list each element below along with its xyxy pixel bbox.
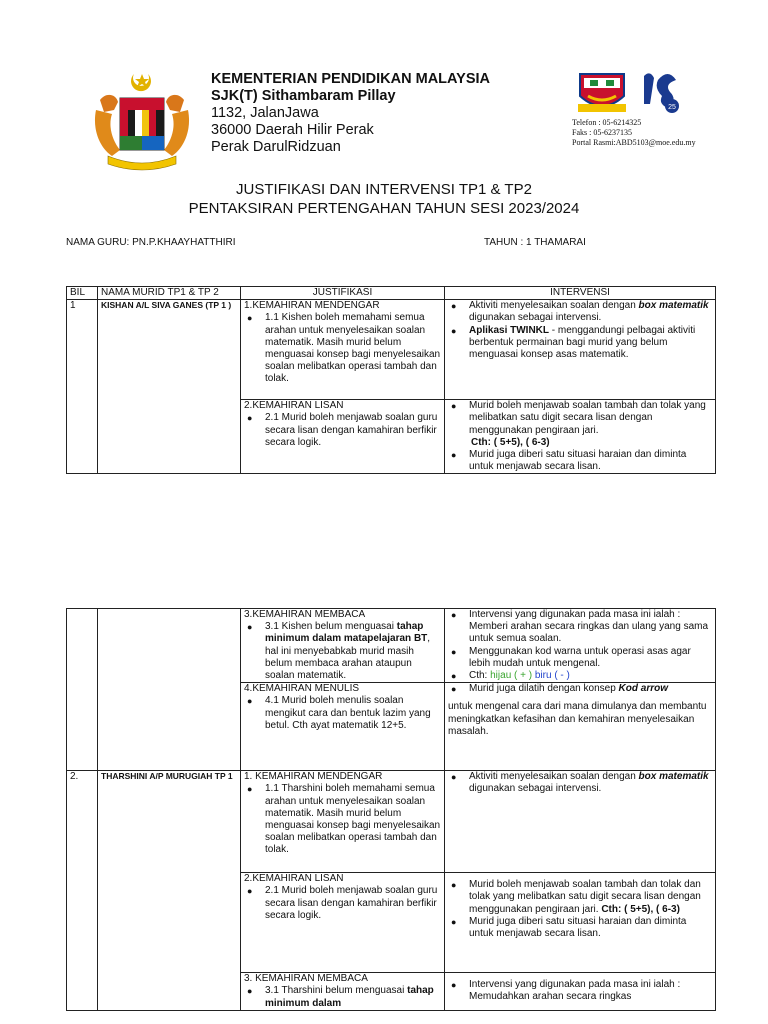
justifikasi-cell [241, 300, 445, 400]
skill-title: 2.KEMAHIRAN LISAN [244, 873, 344, 885]
list-item: ● 3.1 Tharshini belum menguasai tahap minimum dalam [244, 985, 441, 1009]
portal: Portal Rasmi:ABD5103@moe.edu.my [572, 138, 696, 147]
justifikasi-cell [241, 973, 445, 1011]
intervensi-cell [445, 973, 716, 1011]
intervensi-cell [445, 609, 716, 683]
ministry-name: KEMENTERIAN PENDIDIKAN MALAYSIA [211, 71, 491, 87]
list-item: ● Aktiviti menyelesaikan soalan dengan box matematik digunakan sebagai intervensi. [448, 771, 712, 795]
list-item: ● Murid juga diberi satu situasi haraian dan diminta untuk menjawab secara lisan. [448, 916, 712, 940]
list-item: ● 2.1 Murid boleh menjawab soalan guru secara lisan dengan kamahiran berfikir secara logik. [244, 412, 441, 449]
list-item: ● Intervensi yang digunakan pada masa ini ialah : Memudahkan arahan secara ringkas [448, 979, 712, 1003]
fax: Faks : 05-6237135 [572, 128, 632, 137]
list-item: ● Aktiviti menyelesaikan soalan dengan box matematik digunakan sebagai intervensi. [448, 300, 712, 324]
school-name: SJK(T) Sithambaram Pillay [211, 88, 396, 104]
title-line-2: PENTAKSIRAN PERTENGAHAN TAHUN SESI 2023/2024 [188, 200, 580, 217]
address-line-1: 1132, JalanJawa [211, 105, 319, 121]
skill-title: 1. KEMAHIRAN MENDENGAR [244, 771, 383, 783]
list-item: ● 1.1 Tharshini boleh memahami semua arahan untuk menyelesaikan soalan matematik. Masih murid belum menguasai konsep bagi menyelesaikan soalan melibatkan operasi tambah dan tolak. [244, 783, 441, 856]
skill-title: 2.KEMAHIRAN LISAN [244, 400, 344, 412]
school-logo [576, 70, 628, 116]
school-header [211, 71, 490, 156]
list-item: ● Murid boleh menjawab soalan tambah dan tolak yang melibatkan satu digit secara lisan dengan menggunakan pengiraan jari. Cth: ( 5+5), ( 6-3) [448, 400, 712, 449]
list-item: ● Menggunakan kod warna untuk operasi asas agar lebih mudah untuk mengenal. [448, 646, 712, 670]
phone: Telefon : 05-6214325 [572, 118, 642, 127]
list-item: ● 1.1 Kishen boleh memahami semua arahan untuk menyelesaikan soalan matematik. Masih murid belum menguasai konsep bagi menyelesaikan soalan melibatkan operasi tambah dan tolak. [244, 312, 441, 385]
table-header-row [67, 287, 716, 300]
justifikasi-cell [241, 771, 445, 873]
list-item: ● Murid boleh menjawab soalan tambah dan tolak dan tolak yang melibatkan satu digit secara lisan dengan menggunakan pengiraan jari. Cth: ( 5+5), ( 6-3) [448, 879, 712, 916]
intervensi-cell [445, 771, 716, 873]
intervensi-note: untuk mengenal cara dari mana dimulanya dan membantu meningkatkan kefasihan dan kemahiran menyelesaikan masalah. [448, 701, 707, 737]
justifikasi-cell [241, 683, 445, 771]
table-row [67, 609, 716, 683]
class-year: TAHUN : 1 THAMARAI [484, 237, 586, 248]
svg-text:25: 25 [668, 104, 676, 111]
list-item: ● 3.1 Kishen belum menguasai tahap minimum dalam matapelajaran BT, hal ini menyebabkab murid masih belum membaca arahan ataupun soalan matematik. [244, 621, 441, 682]
header-justifikasi: JUSTIFIKASI [241, 287, 445, 300]
address-line-3: Perak DarulRidzuan [211, 139, 341, 155]
table-row [67, 771, 716, 873]
skill-title: 3.KEMAHIRAN MEMBACA [244, 609, 366, 620]
skill-title: 1.KEMAHIRAN MENDENGAR [244, 300, 380, 312]
contact-info [572, 118, 696, 148]
list-item: ● Aplikasi TWINKL - menggandungi pelbagai aktiviti berbentuk permainan bagi murid yang belum menguasai konsep asas matematik. [448, 325, 712, 362]
header-bil: BIL [67, 287, 98, 300]
list-item: ● Murid juga dilatih dengan konsep Kod arrow [448, 683, 712, 695]
list-item: ● Murid juga diberi satu situasi haraian dan diminta untuk menjawab secara lisan. [448, 449, 712, 473]
malaysia-coat-of-arms-logo [90, 70, 194, 176]
header-nama: NAMA MURID TP1 & TP 2 [98, 287, 241, 300]
student-name: THARSHINI A/P MURUGIAH TP 1 [98, 771, 241, 1011]
list-item: ● 4.1 Murid boleh menulis soalan mengikut cara dan bentuk lazim yang betul. Cth ayat matematik 12+5. [244, 695, 441, 732]
student-name [98, 609, 241, 771]
intervensi-cell [445, 683, 716, 771]
skill-title: 3. KEMAHIRAN MEMBACA [244, 973, 368, 985]
address-line-2: 36000 Daerah Hilir Perak [211, 122, 374, 138]
justification-table-2 [66, 608, 716, 1011]
ssbp-25-logo [640, 70, 680, 114]
intervensi-cell [445, 300, 716, 400]
list-item: ● Cth: hijau ( + ) biru ( - ) [448, 670, 712, 682]
bil-cell [67, 609, 98, 771]
bil-cell: 1 [67, 300, 98, 474]
list-item: ● Intervensi yang digunakan pada masa ini ialah : Memberi arahan secara ringkas dan ulang yang sama untuk semua soalan. [448, 609, 712, 646]
skill-title: 4.KEMAHIRAN MENULIS [244, 683, 360, 695]
bil-cell: 2. [67, 771, 98, 1011]
intervensi-cell [445, 400, 716, 474]
document-title [0, 180, 768, 218]
teacher-name: NAMA GURU: PN.P.KHAAYHATTHIRI [66, 237, 236, 248]
list-item: ● 2.1 Murid boleh menjawab soalan guru secara lisan dengan kamahiran berfikir secara logik. [244, 885, 441, 922]
justifikasi-cell [241, 609, 445, 683]
justifikasi-cell [241, 873, 445, 973]
student-name: KISHAN A/L SIVA GANES (TP 1 ) [98, 300, 241, 474]
table-row [67, 300, 716, 400]
justifikasi-cell [241, 400, 445, 474]
header-intervensi: INTERVENSI [445, 287, 716, 300]
justification-table-1 [66, 286, 716, 474]
intervensi-cell [445, 873, 716, 973]
title-line-1: JUSTIFIKASI DAN INTERVENSI TP1 & TP2 [236, 181, 532, 198]
